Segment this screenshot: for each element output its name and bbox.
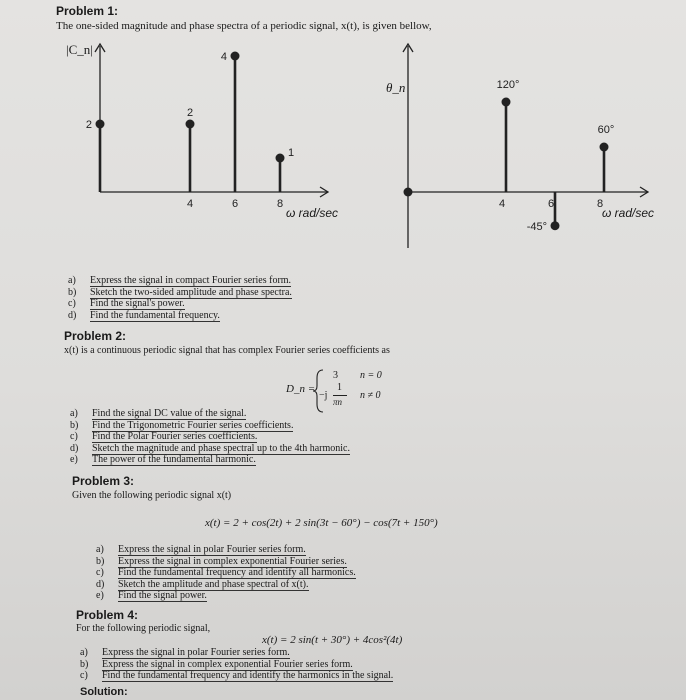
magnitude-stem-marker: [276, 154, 285, 163]
dn-case2-prefix: −j: [319, 390, 328, 401]
problem3-task-list: [96, 544, 356, 602]
magnitude-tick-label: 8: [276, 198, 284, 210]
problem1-task-text: Find the fundamental frequency.: [90, 309, 220, 321]
problem1-task-list: [68, 275, 292, 321]
phase-x-label: ω rad/sec: [602, 206, 655, 220]
problem3-task-4: [96, 579, 356, 591]
dn-case2-condition: n ≠ 0: [360, 390, 381, 401]
problem2-task-text: Sketch the magnitude and phase spectral up to the 4th harmonic.: [92, 442, 350, 454]
problem4-equation: x(t) = 2 sin(t + 30°) + 4cos²(4t): [262, 634, 403, 646]
problem3-task-marker: d): [96, 578, 105, 590]
problem2-task-list: [70, 408, 350, 466]
problem3-task-2: [96, 556, 356, 568]
problem4-task-marker: a): [80, 647, 88, 658]
phase-tick-label: 6: [547, 198, 555, 210]
problem1-task-text: Express the signal in compact Fourier series form.: [90, 275, 292, 286]
problem4-task-1: [80, 647, 393, 659]
magnitude-stem-marker: [96, 120, 105, 129]
magnitude-x-label: ω rad/sec: [286, 206, 339, 220]
problem1-task-3: [68, 298, 292, 310]
phase-tick-label: 4: [498, 198, 506, 210]
problem1-task-text: Sketch the two-sided amplitude and phase spectra.: [90, 286, 292, 298]
magnitude-tick-label: 6: [231, 198, 239, 210]
problem2-task-3: [70, 431, 350, 443]
problem3-intro: Given the following periodic signal x(t): [72, 490, 232, 501]
problem2-task-marker: a): [70, 408, 78, 419]
magnitude-stem-label: 2: [186, 107, 194, 119]
problem2-task-marker: e): [70, 454, 78, 466]
dn-case2-denominator: πn: [333, 397, 343, 407]
problem4-task-list: [80, 647, 393, 682]
problem1-intro: The one-sided magnitude and phase spectra of a periodic signal, x(t), is given bellow,: [56, 20, 432, 32]
problem3-task-text: Express the signal in polar Fourier series form.: [118, 544, 306, 555]
problem1-task-marker: d): [68, 309, 77, 321]
dn-case2-numerator: 1: [337, 382, 342, 393]
phase-stem-marker: [600, 143, 609, 152]
problem2-task-marker: c): [70, 431, 78, 443]
problem3-task-marker: a): [96, 544, 104, 555]
problem4-task-3: [80, 670, 393, 682]
solution-label: Solution:: [80, 686, 128, 698]
problem2-task-text: Find the Trigonometric Fourier series coefficients.: [92, 419, 294, 431]
phase-stem-marker: [551, 221, 560, 230]
problem2-task-4: [70, 443, 350, 455]
problem3-task-text: Express the signal in complex exponential Fourier series.: [118, 555, 347, 567]
magnitude-stem-label: 1: [288, 147, 295, 159]
problem3-task-marker: c): [96, 567, 104, 579]
phase-stem-marker: [502, 98, 511, 107]
problem3-task-text: Find the fundamental frequency and identify all harmonics.: [118, 567, 356, 579]
problem4-task-marker: b): [80, 658, 89, 670]
phase-stem-label: -45°: [526, 220, 547, 233]
problem2-task-text: The power of the fundamental harmonic.: [92, 454, 256, 466]
phase-stem-label: 120°: [496, 79, 520, 91]
problem4-task-text: Express the signal in complex exponential Fourier series form.: [102, 658, 353, 670]
phase-stem-marker: [404, 188, 413, 197]
magnitude-spectrum-plot: [60, 38, 350, 223]
problem2-task-2: [70, 420, 350, 432]
problem1-heading: Problem 1:: [56, 4, 119, 18]
problem1-task-marker: c): [68, 298, 76, 309]
problem1-task-2: [68, 287, 292, 299]
problem3-task-text: Sketch the amplitude and phase spectral of x(t).: [118, 578, 309, 590]
problem1-task-text: Find the signal's power.: [90, 298, 185, 309]
magnitude-stem-marker: [186, 120, 195, 129]
problem2-task-5: [70, 454, 350, 466]
problem2-task-text: Find the Polar Fourier series coefficients.: [92, 431, 258, 443]
phase-stems: [404, 79, 615, 233]
problem1-task-marker: a): [68, 275, 76, 286]
magnitude-y-label: |C_n|: [66, 42, 93, 57]
problem3-task-marker: e): [96, 590, 104, 602]
problem3-equation: x(t) = 2 + cos(2t) + 2 sin(3t − 60°) − cos(7t + 150°): [205, 517, 438, 529]
problem3-task-5: [96, 590, 356, 602]
dn-case1-condition: n = 0: [360, 370, 382, 381]
problem1-task-4: [68, 310, 292, 322]
problem4-task-text: Find the fundamental frequency and identify the harmonics in the signal.: [102, 670, 394, 682]
phase-y-label: θ_n: [386, 80, 406, 95]
problem4-intro: For the following periodic signal,: [76, 623, 211, 634]
problem3-task-text: Find the signal power.: [118, 590, 207, 602]
magnitude-tick-label: 4: [186, 198, 194, 210]
problem4-heading: Problem 4:: [76, 608, 139, 622]
problem3-task-3: [96, 567, 356, 579]
problem3-task-marker: b): [96, 555, 105, 567]
phase-stem-label: 60°: [597, 124, 615, 136]
dn-case1-value: 3: [333, 370, 338, 381]
magnitude-stem-marker: [231, 52, 240, 61]
dn-fraction-bar: [333, 395, 347, 396]
problem4-task-text: Express the signal in polar Fourier series form.: [102, 647, 290, 658]
magnitude-stem-label: 2: [85, 119, 92, 131]
magnitude-stem-label: 4: [220, 51, 227, 63]
problem1-task-marker: b): [68, 286, 77, 298]
problem4-task-marker: c): [80, 670, 88, 682]
problem2-intro: x(t) is a continuous periodic signal that has complex Fourier series coefficients as: [64, 345, 390, 356]
problem3-heading: Problem 3:: [72, 474, 135, 488]
phase-tick-label: 8: [596, 198, 604, 210]
problem2-heading: Problem 2:: [64, 329, 127, 343]
problem2-task-text: Find the signal DC value of the signal.: [92, 408, 247, 419]
dn-lhs: D_n =: [286, 383, 316, 395]
magnitude-stems: [86, 51, 294, 210]
problem2-task-marker: b): [70, 419, 79, 431]
problem3-task-1: [96, 544, 356, 556]
phase-spectrum-plot: [370, 38, 670, 253]
problem4-task-2: [80, 659, 393, 671]
problem1-task-1: [68, 275, 292, 287]
problem2-task-1: [70, 408, 350, 420]
problem2-task-marker: d): [70, 442, 79, 454]
